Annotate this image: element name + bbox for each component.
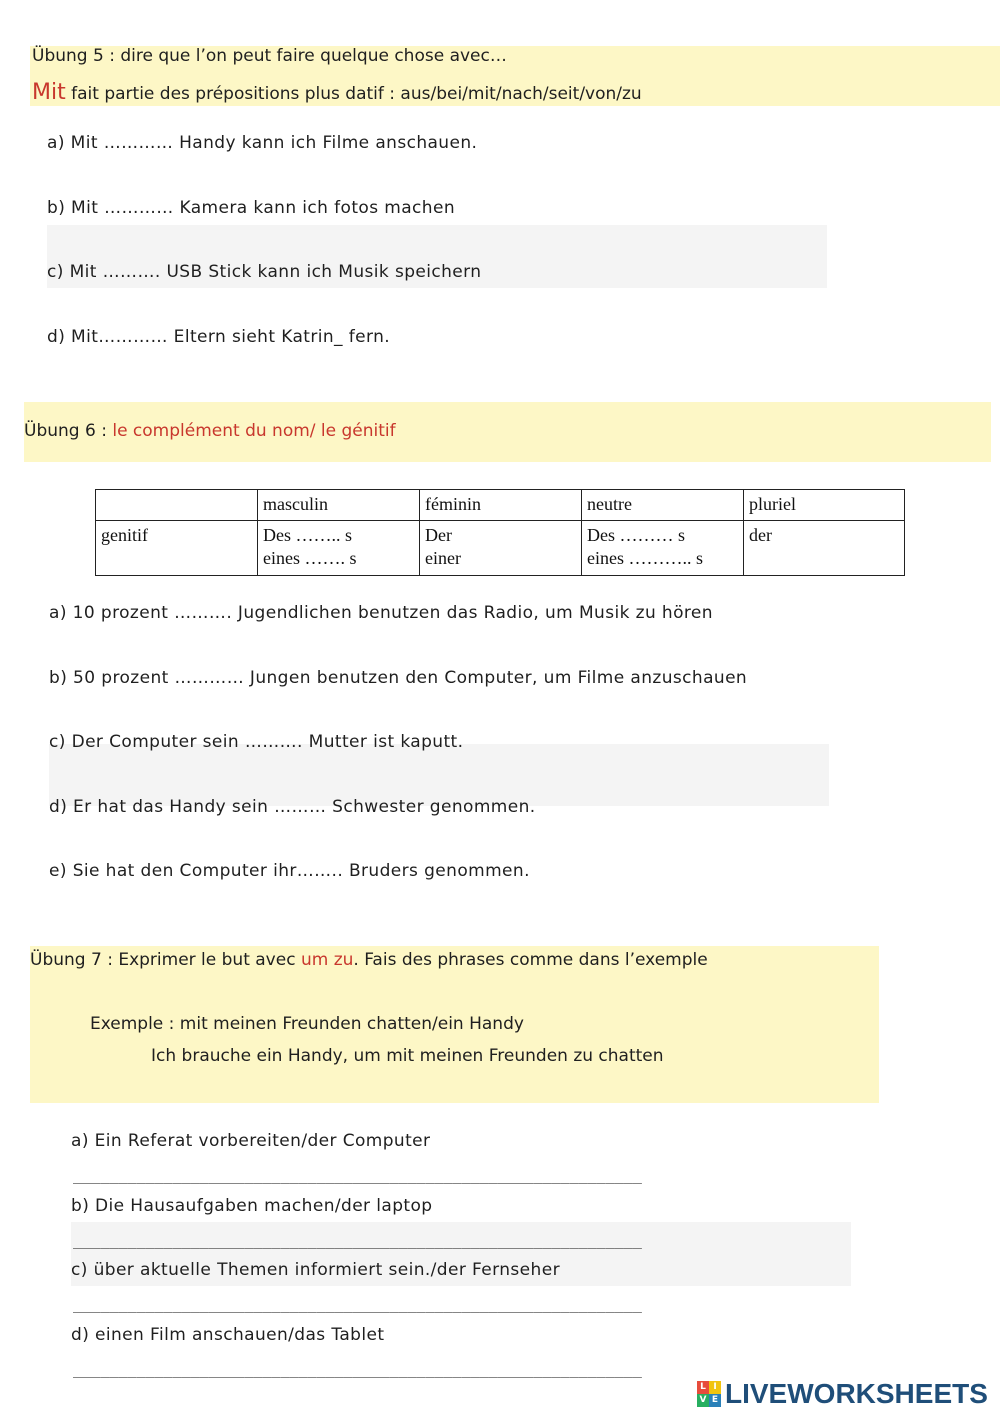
liveworksheets-logo [697, 1378, 988, 1410]
ex6-item-b: b) 50 prozent ………… Jungen benutzen den Computer, um Filme anzuschauen [49, 668, 748, 688]
ex6-title [24, 421, 396, 441]
ex5-item-a: a) Mit ………… Handy kann ich Filme anschauen. [47, 133, 478, 153]
table-header-pluriel: pluriel [744, 490, 905, 521]
table-cell-masculin [258, 521, 420, 576]
ex6-item-e: e) Sie hat den Computer ihr…….. Bruders genommen. [49, 861, 530, 881]
table-cell-neutre-1: Des ……… s [587, 525, 685, 545]
table-cell-feminin-1: Der [425, 525, 452, 545]
logo-badge-e: E [709, 1394, 721, 1407]
table-cell-masculin-1: Des …….. s [263, 525, 352, 545]
table-cell-masculin-2: eines ……. s [263, 548, 357, 568]
ex7-answer-line-a[interactable]: _______________________________________________________________ [73, 1166, 642, 1184]
ex7-title-umzu: um zu [300, 950, 354, 970]
ex7-answer-line-b[interactable]: _______________________________________________________________ [73, 1231, 642, 1249]
ex7-title-pre: Übung 7 : Exprimer le but avec [30, 950, 301, 970]
table-cell-pluriel-1: der [749, 525, 772, 545]
ex5-subtitle-text: fait partie des prépositions plus datif : aus/bei/mit/nach/seit/von/zu [65, 84, 642, 104]
logo-badge-l: L [697, 1381, 709, 1394]
ex7-answer-line-d[interactable]: _______________________________________________________________ [73, 1360, 642, 1378]
table-header-empty [96, 490, 258, 521]
ex5-item-d: d) Mit………… Eltern sieht Katrin_ fern. [47, 327, 391, 347]
table-cell-label: genitif [96, 521, 258, 576]
ex5-title: Übung 5 : dire que l’on peut faire quelque chose avec… [32, 46, 507, 66]
ex7-example-answer: Ich brauche ein Handy, um mit meinen Freunden zu chatten [151, 1046, 664, 1066]
logo-badge-icon [697, 1381, 721, 1407]
ex5-mit-word: Mit [32, 80, 66, 105]
table-cell-feminin [420, 521, 582, 576]
ex6-item-a: a) 10 prozent ………. Jugendlichen benutzen das Radio, um Musik zu hören [49, 603, 713, 623]
ex6-title-prefix: Übung 6 : [24, 421, 113, 441]
table-header-feminin: féminin [420, 490, 582, 521]
ex7-item-d: d) einen Film anschauen/das Tablet [71, 1325, 385, 1345]
table-cell-neutre-2: eines ……….. s [587, 548, 703, 568]
logo-text: LIVEWORKSHEETS [725, 1378, 988, 1409]
ex7-answer-line-c[interactable]: _______________________________________________________________ [73, 1295, 642, 1313]
ex7-title [30, 950, 708, 970]
ex7-example-label: Exemple : mit meinen Freunden chatten/ein Handy [90, 1014, 524, 1034]
ex6-item-c: c) Der Computer sein ………. Mutter ist kaputt. [49, 732, 464, 752]
logo-badge-v: V [697, 1394, 709, 1407]
table-cell-feminin-2: einer [425, 548, 461, 568]
table-cell-neutre [582, 521, 744, 576]
ex5-subtitle [32, 80, 642, 105]
ex6-item-d: d) Er hat das Handy sein ……… Schwester genommen. [49, 797, 536, 817]
ex7-item-b: b) Die Hausaufgaben machen/der laptop [71, 1196, 433, 1216]
ex7-title-post: . Fais des phrases comme dans l’exemple [353, 950, 708, 970]
table-header-masculin: masculin [258, 490, 420, 521]
table-header-neutre: neutre [582, 490, 744, 521]
ex7-item-c: c) über aktuelle Themen informiert sein./der Fernseher [71, 1260, 560, 1280]
ex6-title-topic: le complément du nom/ le génitif [112, 421, 396, 441]
genitive-table [95, 489, 905, 576]
ex5-item-b: b) Mit ………… Kamera kann ich fotos machen [47, 198, 455, 218]
table-row-genitif [96, 521, 905, 576]
ex5-item-c: c) Mit ………. USB Stick kann ich Musik speichern [47, 262, 482, 282]
logo-badge-i: I [709, 1381, 721, 1394]
table-header-row [96, 490, 905, 521]
ex7-item-a: a) Ein Referat vorbereiten/der Computer [71, 1131, 431, 1151]
table-cell-pluriel [744, 521, 905, 576]
